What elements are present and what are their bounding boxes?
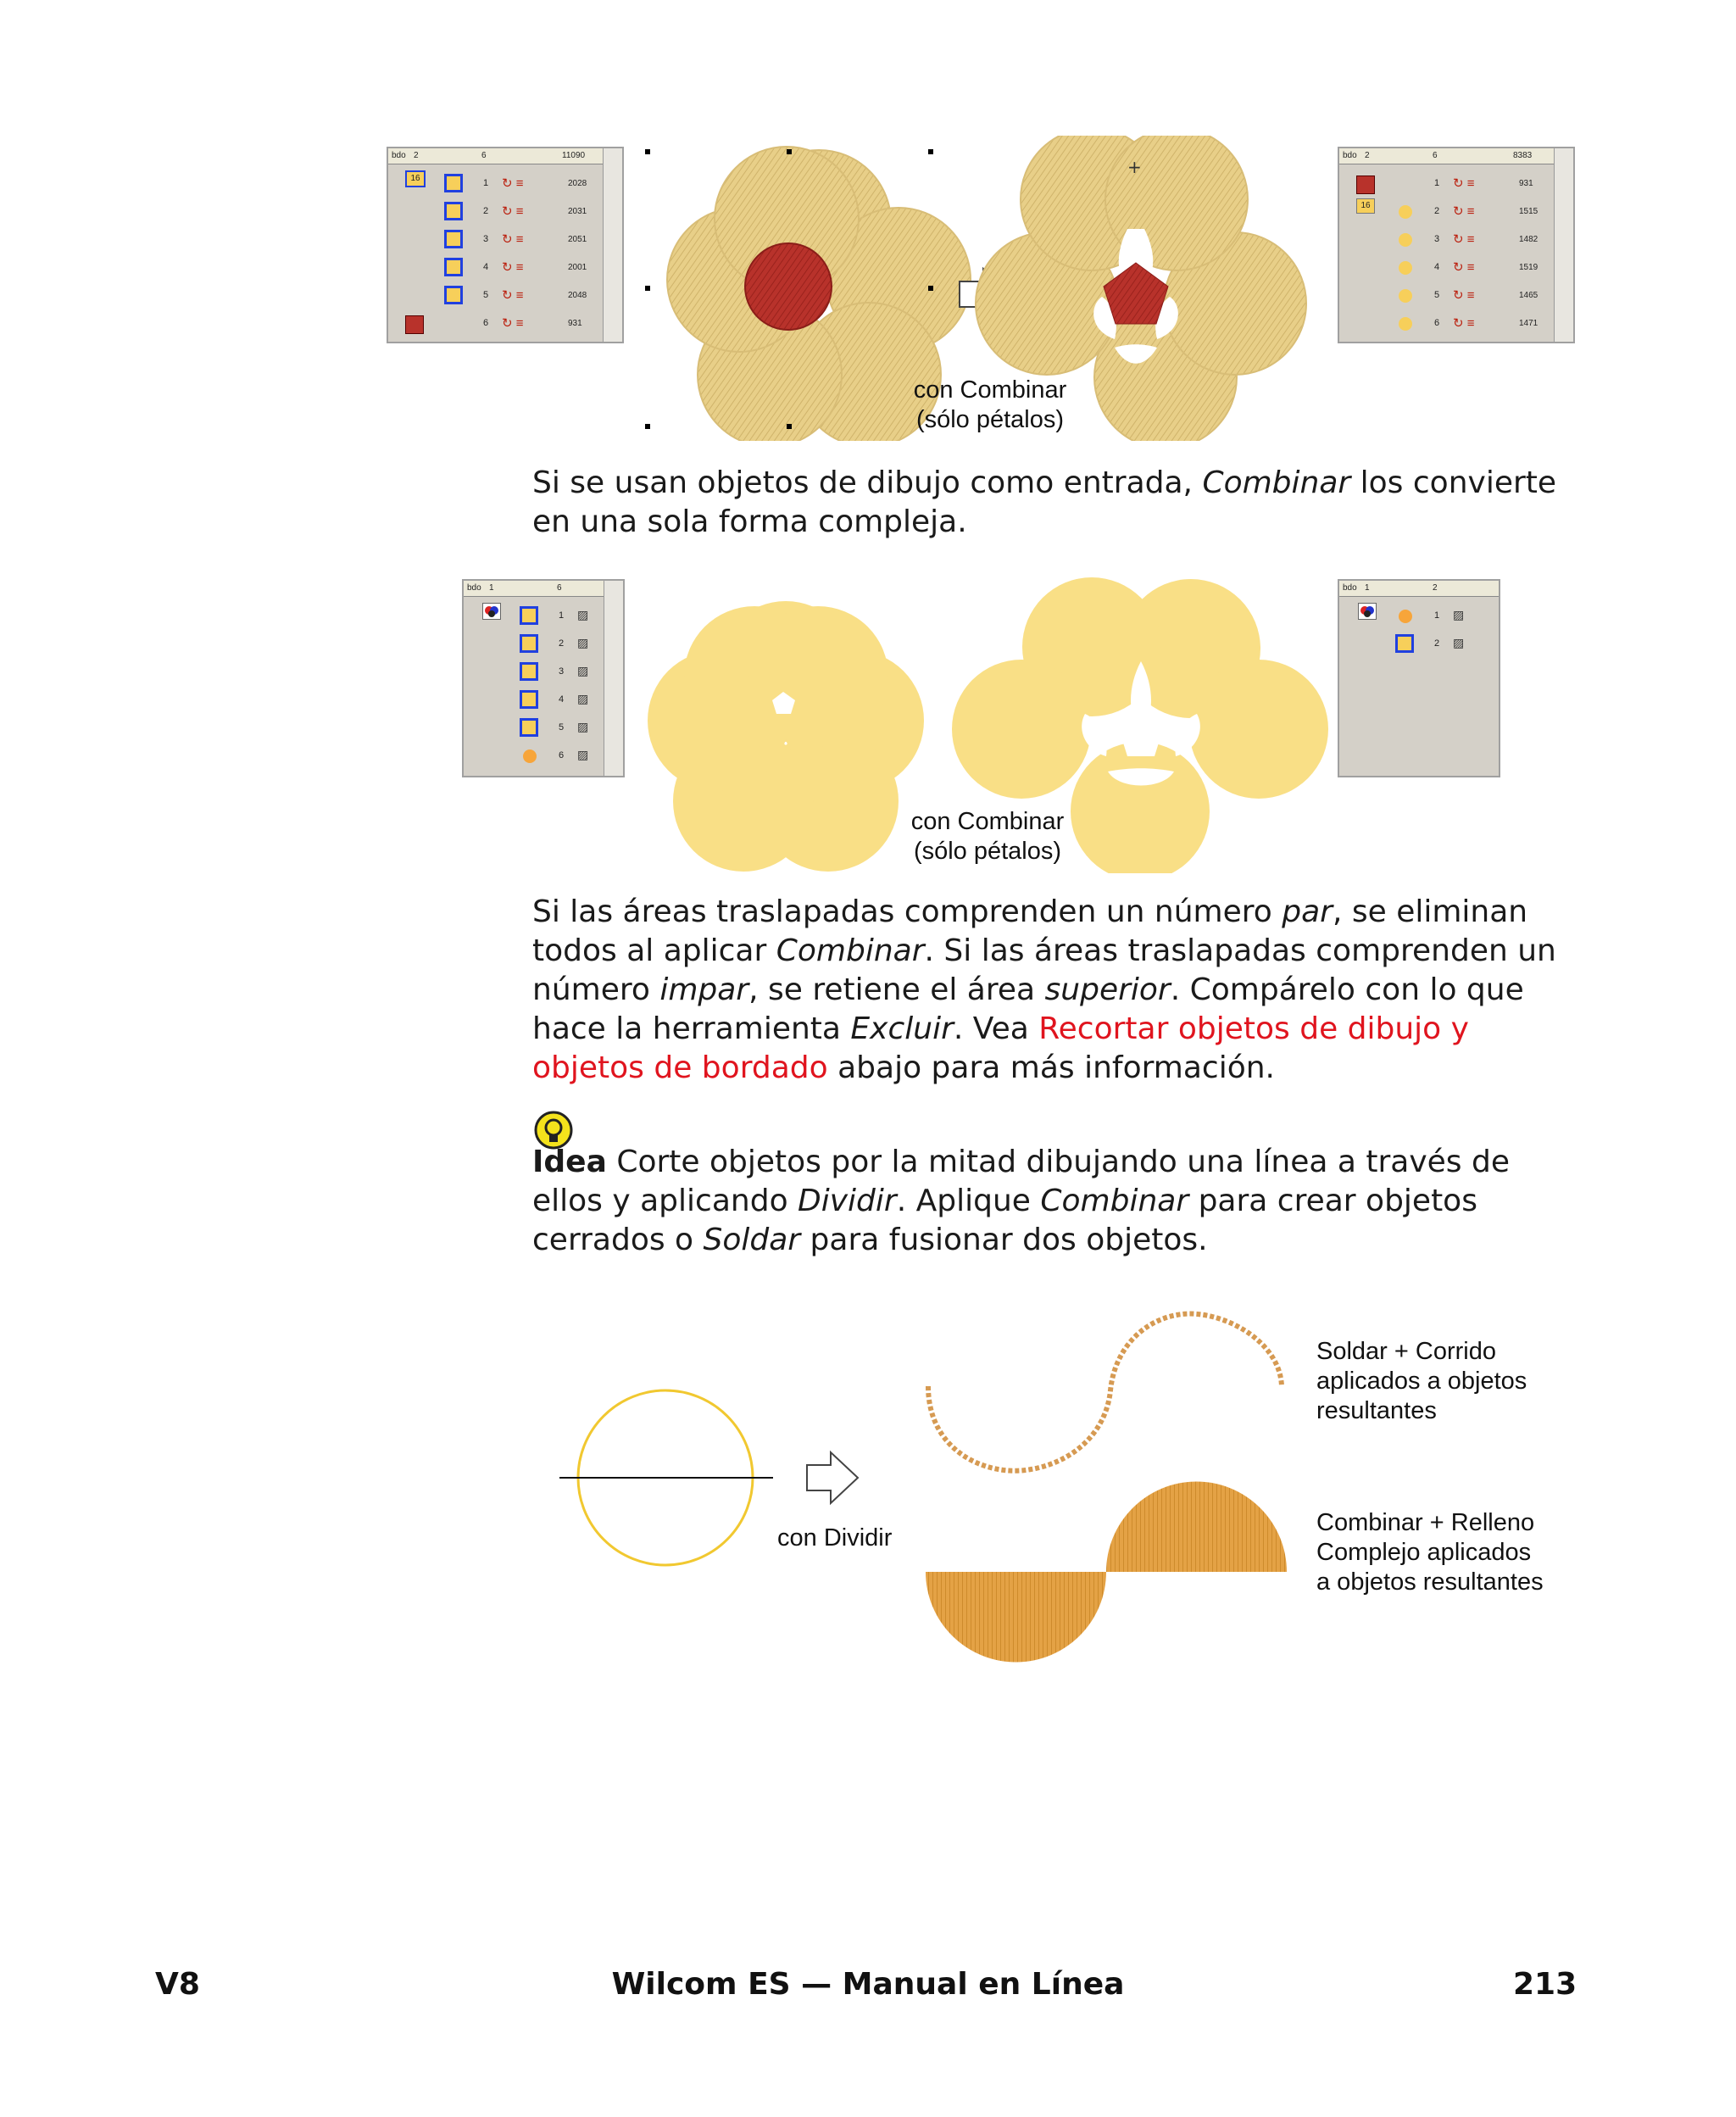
caption-line: con Combinar [913, 376, 1067, 404]
text-italic: Dividir [798, 1184, 897, 1218]
object-number: 5 [1434, 290, 1440, 300]
arrow-right-icon [807, 1452, 858, 1503]
petal-swatch [1399, 317, 1412, 331]
stitch-type-icon: ↻ ≡ [502, 204, 524, 219]
center-circle [745, 243, 832, 330]
selection-handle[interactable] [787, 149, 792, 154]
object-row[interactable] [1339, 170, 1553, 198]
selection-handle[interactable] [928, 149, 933, 154]
object-number: 2 [559, 638, 565, 649]
stitch-type-icon: ↻ ≡ [502, 176, 524, 191]
petal-swatch [1399, 233, 1412, 247]
petal-swatch [520, 634, 538, 653]
stitch-count: 1465 [1519, 291, 1538, 300]
selection-handle[interactable] [787, 424, 792, 429]
object-row[interactable] [1339, 198, 1553, 226]
petal-swatch [520, 662, 538, 681]
object-row[interactable] [388, 282, 602, 310]
object-row[interactable] [388, 310, 602, 338]
paragraph-overlap-rules [532, 893, 1583, 1088]
petal-swatch [1399, 289, 1412, 303]
object-number: 1 [559, 610, 565, 621]
panel-header [464, 581, 623, 597]
object-row[interactable] [1339, 254, 1553, 282]
caption-line: a objetos resultantes [1316, 1568, 1544, 1596]
panel-header [1339, 581, 1499, 597]
outline-shape-icon: ▨ [577, 664, 589, 677]
petal-swatch [444, 230, 463, 248]
text: Si se usan objetos de dibujo como entrada, [532, 465, 1203, 500]
text: los convierte en una sola forma compleja. [532, 465, 1557, 539]
flat-flower-before [648, 601, 924, 872]
footer-title: Wilcom ES — Manual en Línea [611, 1967, 1125, 2002]
header-groups: 1 [1365, 583, 1370, 593]
outline-shape-icon: ▨ [577, 720, 589, 733]
object-row[interactable] [464, 687, 603, 715]
selection-handle[interactable] [645, 286, 650, 291]
petal-swatch [523, 749, 537, 763]
center-swatch [1356, 175, 1375, 194]
header-groups: 1 [489, 583, 494, 593]
header-objects: 2 [1433, 583, 1438, 593]
petal-swatch [444, 258, 463, 276]
object-number: 4 [559, 694, 565, 705]
center-swatch [405, 315, 424, 334]
object-number: 1 [1434, 178, 1440, 188]
caption-divide: con Dividir [777, 1524, 893, 1552]
text-italic: Soldar [703, 1223, 801, 1257]
stitch-count: 2028 [568, 179, 587, 188]
tip-label: Idea [532, 1145, 607, 1179]
outline-shape-icon: ▨ [1453, 636, 1465, 649]
stitch-count: 2051 [568, 235, 587, 244]
text: . Si las áreas traslapadas comprenden un número [532, 933, 1556, 1007]
stitch-count: 1482 [1519, 235, 1538, 244]
footer-page-number: 213 [1513, 1967, 1577, 2002]
petal-swatch [1399, 205, 1412, 219]
object-list-panel-before [387, 147, 624, 343]
text: . Compárelo con lo que hace la herramienta [532, 972, 1524, 1046]
stitch-type-icon: ↻ ≡ [1453, 316, 1475, 331]
group-label: 16 [1360, 201, 1371, 210]
text: , se retiene el área [748, 972, 1045, 1007]
object-row[interactable] [1339, 631, 1478, 659]
figure3-graphics [542, 1280, 1305, 1670]
welded-running-curve [928, 1314, 1282, 1471]
text-italic: Combinar [776, 933, 925, 968]
stitch-count: 2001 [568, 263, 587, 272]
figure1-caption [905, 376, 1075, 435]
object-row[interactable] [464, 631, 603, 659]
outline-shape-icon: ▨ [577, 748, 589, 761]
object-number: 1 [483, 178, 489, 188]
text-italic: Combinar [1202, 465, 1351, 500]
selection-handle[interactable] [928, 286, 933, 291]
stitch-type-icon: ↻ ≡ [502, 232, 524, 247]
header-stitches: 8383 [1513, 151, 1533, 160]
text: . Aplique [896, 1184, 1041, 1218]
caption-line: con Combinar [910, 808, 1065, 835]
header-objects: 6 [1433, 151, 1438, 160]
object-row[interactable] [388, 170, 602, 198]
selection-handle[interactable] [645, 149, 650, 154]
lower-half-fill [926, 1572, 1106, 1663]
header-groups: 2 [1365, 151, 1370, 160]
object-number: 6 [559, 750, 565, 760]
text-italic: Combinar [1040, 1184, 1189, 1218]
stitch-count: 2048 [568, 291, 587, 300]
footer-version: V8 [155, 1967, 200, 2002]
caption-weld [1316, 1337, 1527, 1426]
caption-line: (sólo pétalos) [913, 838, 1062, 865]
object-number: 6 [1434, 318, 1440, 328]
object-list-panel-after [1338, 147, 1575, 343]
paragraph-combine-drawing [532, 464, 1583, 542]
svg-text:+: + [1127, 157, 1142, 177]
caption-combine [1316, 1508, 1544, 1597]
object-number: 1 [1434, 610, 1440, 621]
text-italic: par [1282, 894, 1333, 929]
object-number: 3 [483, 234, 489, 244]
text: abajo para más información. [827, 1050, 1275, 1085]
text: , se eliminan todos al aplicar [532, 894, 1528, 968]
selection-handle[interactable] [645, 424, 650, 429]
stitch-type-icon: ↻ ≡ [1453, 232, 1475, 247]
text-italic: superior [1044, 972, 1171, 1007]
object-row[interactable] [388, 198, 602, 226]
text: para fusionar dos objetos. [800, 1223, 1208, 1257]
upper-half-fill [1106, 1482, 1287, 1573]
object-list-panel-drawing-before [462, 579, 625, 777]
stitch-count: 1471 [1519, 319, 1538, 328]
group-label: 16 [410, 174, 420, 183]
object-row[interactable] [388, 254, 602, 282]
outline-shape-icon: ▨ [1453, 608, 1465, 621]
stitch-type-icon: ↻ ≡ [1453, 176, 1475, 191]
text-italic: Excluir [850, 1011, 954, 1046]
stitch-count: 2031 [568, 207, 587, 216]
text: Corte objetos por la mitad dibujando una línea a través de ellos y aplicando [532, 1145, 1510, 1218]
object-number: 4 [483, 262, 489, 272]
header-bdo: bdo [392, 151, 406, 160]
petal-swatch [444, 286, 463, 304]
header-bdo: bdo [1343, 583, 1357, 593]
object-row[interactable] [1339, 226, 1553, 254]
caption-line: Combinar + Relleno [1316, 1509, 1535, 1536]
petal-swatch [444, 174, 463, 192]
object-list-panel-drawing-after [1338, 579, 1500, 777]
petal-swatch [520, 718, 538, 737]
petal-swatch [520, 690, 538, 709]
caption-line: Soldar + Corrido [1316, 1338, 1496, 1365]
scrollbar[interactable] [603, 148, 622, 342]
object-row[interactable] [388, 226, 602, 254]
stitch-count: 931 [568, 319, 582, 328]
petal-swatch [520, 606, 538, 625]
object-row[interactable] [1339, 282, 1553, 310]
stitch-type-icon: ↻ ≡ [1453, 288, 1475, 303]
caption-line: aplicados a objetos [1316, 1368, 1527, 1395]
stitch-count: 1519 [1519, 263, 1538, 272]
outline-shape-icon: ▨ [577, 636, 589, 649]
header-bdo: bdo [467, 583, 481, 593]
stitch-type-icon: ↻ ≡ [502, 316, 524, 331]
petal-swatch [1399, 610, 1412, 623]
object-row[interactable] [464, 659, 603, 687]
header-objects: 6 [481, 151, 487, 160]
petal-swatch [1399, 261, 1412, 275]
object-number: 4 [1434, 262, 1440, 272]
header-groups: 2 [414, 151, 419, 160]
text-italic: impar [659, 972, 749, 1007]
caption-line: Complejo aplicados [1316, 1539, 1532, 1566]
header-bdo: bdo [1343, 151, 1357, 160]
object-number: 2 [483, 206, 489, 216]
outline-shape-icon: ▨ [577, 692, 589, 705]
object-number: 2 [1434, 638, 1440, 649]
petal-swatch [1395, 634, 1414, 653]
object-row[interactable] [464, 715, 603, 743]
object-number: 3 [559, 666, 565, 677]
text: . Vea [953, 1011, 1039, 1046]
stitch-type-icon: ↻ ≡ [502, 288, 524, 303]
scrollbar[interactable] [1554, 148, 1573, 342]
object-number: 5 [483, 290, 489, 300]
header-objects: 6 [557, 583, 562, 593]
text: para crear objetos cerrados o [532, 1184, 1477, 1257]
object-number: 6 [483, 318, 489, 328]
stitch-count: 1515 [1519, 207, 1538, 216]
panel-header [1339, 148, 1573, 164]
petal-swatch [444, 202, 463, 220]
text: Si las áreas traslapadas comprenden un número [532, 894, 1283, 929]
header-stitches: 11090 [562, 151, 586, 160]
tip-paragraph [532, 1143, 1583, 1260]
object-row[interactable] [464, 743, 603, 771]
caption-line: (sólo pétalos) [915, 406, 1065, 433]
cross-reference-link[interactable]: Recortar objetos de dibujo y objetos de bordado [532, 1011, 1469, 1085]
scrollbar[interactable] [604, 581, 623, 776]
object-number: 2 [1434, 206, 1440, 216]
object-number: 5 [559, 722, 565, 733]
object-row[interactable] [464, 603, 603, 631]
caption-line: resultantes [1316, 1397, 1437, 1424]
outline-shape-icon: ▨ [577, 608, 589, 621]
stitch-type-icon: ↻ ≡ [1453, 204, 1475, 219]
figure2-caption [903, 807, 1072, 866]
object-row[interactable] [1339, 603, 1478, 631]
stitch-type-icon: ↻ ≡ [502, 260, 524, 275]
panel-header [388, 148, 622, 164]
stitch-count: 931 [1519, 179, 1533, 188]
object-number: 3 [1434, 234, 1440, 244]
stitch-type-icon: ↻ ≡ [1453, 260, 1475, 275]
object-row[interactable] [1339, 310, 1553, 338]
